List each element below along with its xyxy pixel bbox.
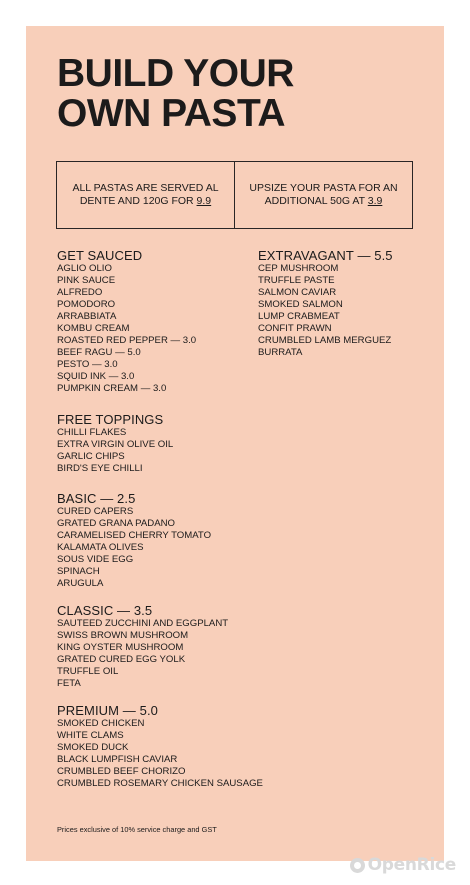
menu-item: BIRD'S EYE CHILLI [57,463,143,474]
menu-item: SALMON CAVIAR [258,287,337,298]
menu-item: POMODORO [57,299,116,310]
menu-item: EXTRA VIRGIN OLIVE OIL [57,439,174,450]
menu-item: BURRATA [258,347,303,358]
menu-item: KING OYSTER MUSHROOM [57,642,184,653]
menu-item: TRUFFLE PASTE [258,275,335,286]
menu-item: SMOKED CHICKEN [57,718,145,729]
menu-item: KOMBU CREAM [57,323,130,334]
menu-item: SQUID INK — 3.0 [57,371,135,382]
menu-item: PINK SAUCE [57,275,116,286]
section-basic [57,491,211,590]
section-heading: GET SAUCED [57,248,143,263]
info-upsize-price: 3.9 [367,195,383,207]
menu-card [26,26,444,861]
item-list [57,506,211,590]
menu-item: CURED CAPERS [57,506,134,517]
menu-item: CEP MUSHROOM [258,263,339,274]
menu-item: CARAMELISED CHERRY TOMATO [57,530,212,541]
watermark [350,855,456,875]
menu-item: BEEF RAGU — 5.0 [57,347,141,358]
info-upsize [234,162,412,228]
item-list [57,427,173,475]
item-list [57,618,228,690]
info-upsize-text: UPSIZE YOUR PASTA FOR AN ADDITIONAL 50G AT [249,182,398,207]
menu-item: SPINACH [57,566,100,577]
footnote: Prices exclusive of 10% service charge and GST [57,825,217,834]
menu-item: PESTO — 3.0 [57,359,118,370]
menu-item: GRATED GRANA PADANO [57,518,175,529]
menu-item: ALFREDO [57,287,103,298]
menu-item: ROASTED RED PEPPER — 3.0 [57,335,197,346]
menu-item: SAUTEED ZUCCHINI AND EGGPLANT [57,618,229,629]
section-free-toppings [57,412,173,475]
info-serving [57,162,234,228]
info-serving-text: ALL PASTAS ARE SERVED AL DENTE AND 120G FOR [72,182,219,207]
section-heading: EXTRAVAGANT — 5.5 [258,248,393,263]
menu-item: PUMPKIN CREAM — 3.0 [57,383,167,394]
section-heading: PREMIUM — 5.0 [57,703,158,718]
section-get-sauced [57,248,196,395]
title-line-1: BUILD YOUR [57,52,294,95]
menu-item: CRUMBLED BEEF CHORIZO [57,766,186,777]
section-heading: FREE TOPPINGS [57,412,164,427]
menu-item: SMOKED DUCK [57,742,129,753]
menu-item: CRUMBLED LAMB MERGUEZ [258,335,392,346]
section-heading: CLASSIC — 3.5 [57,603,153,618]
menu-item: AGLIO OLIO [57,263,112,274]
section-extravagant [258,248,393,359]
menu-item: TRUFFLE OIL [57,666,119,677]
menu-item: KALAMATA OLIVES [57,542,144,553]
menu-item: GRATED CURED EGG YOLK [57,654,186,665]
title-line-2: OWN PASTA [57,92,286,135]
menu-item: SOUS VIDE EGG [57,554,134,565]
menu-item: SWISS BROWN MUSHROOM [57,630,189,641]
menu-item: CRUMBLED ROSEMARY CHICKEN SAUSAGE [57,778,263,789]
menu-item: SMOKED SALMON [258,299,343,310]
menu-item: LUMP CRABMEAT [258,311,340,322]
menu-item: CHILLI FLAKES [57,427,127,438]
item-list [57,718,263,790]
section-classic [57,603,228,690]
watermark-text: OpenRice [367,855,456,875]
item-list [258,263,393,359]
page-title [57,54,294,134]
menu-item: BLACK LUMPFISH CAVIAR [57,754,178,765]
menu-item: WHITE CLAMS [57,730,124,741]
info-box [56,161,413,229]
menu-item: CONFIT PRAWN [258,323,332,334]
menu-item: ARUGULA [57,578,104,589]
menu-item: ARRABBIATA [57,311,117,322]
section-premium [57,703,263,790]
menu-item: FETA [57,678,81,689]
info-serving-price: 9.9 [196,195,212,207]
menu-item: GARLIC CHIPS [57,451,125,462]
section-heading: BASIC — 2.5 [57,491,136,506]
openrice-logo-icon [350,858,365,873]
item-list [57,263,196,395]
